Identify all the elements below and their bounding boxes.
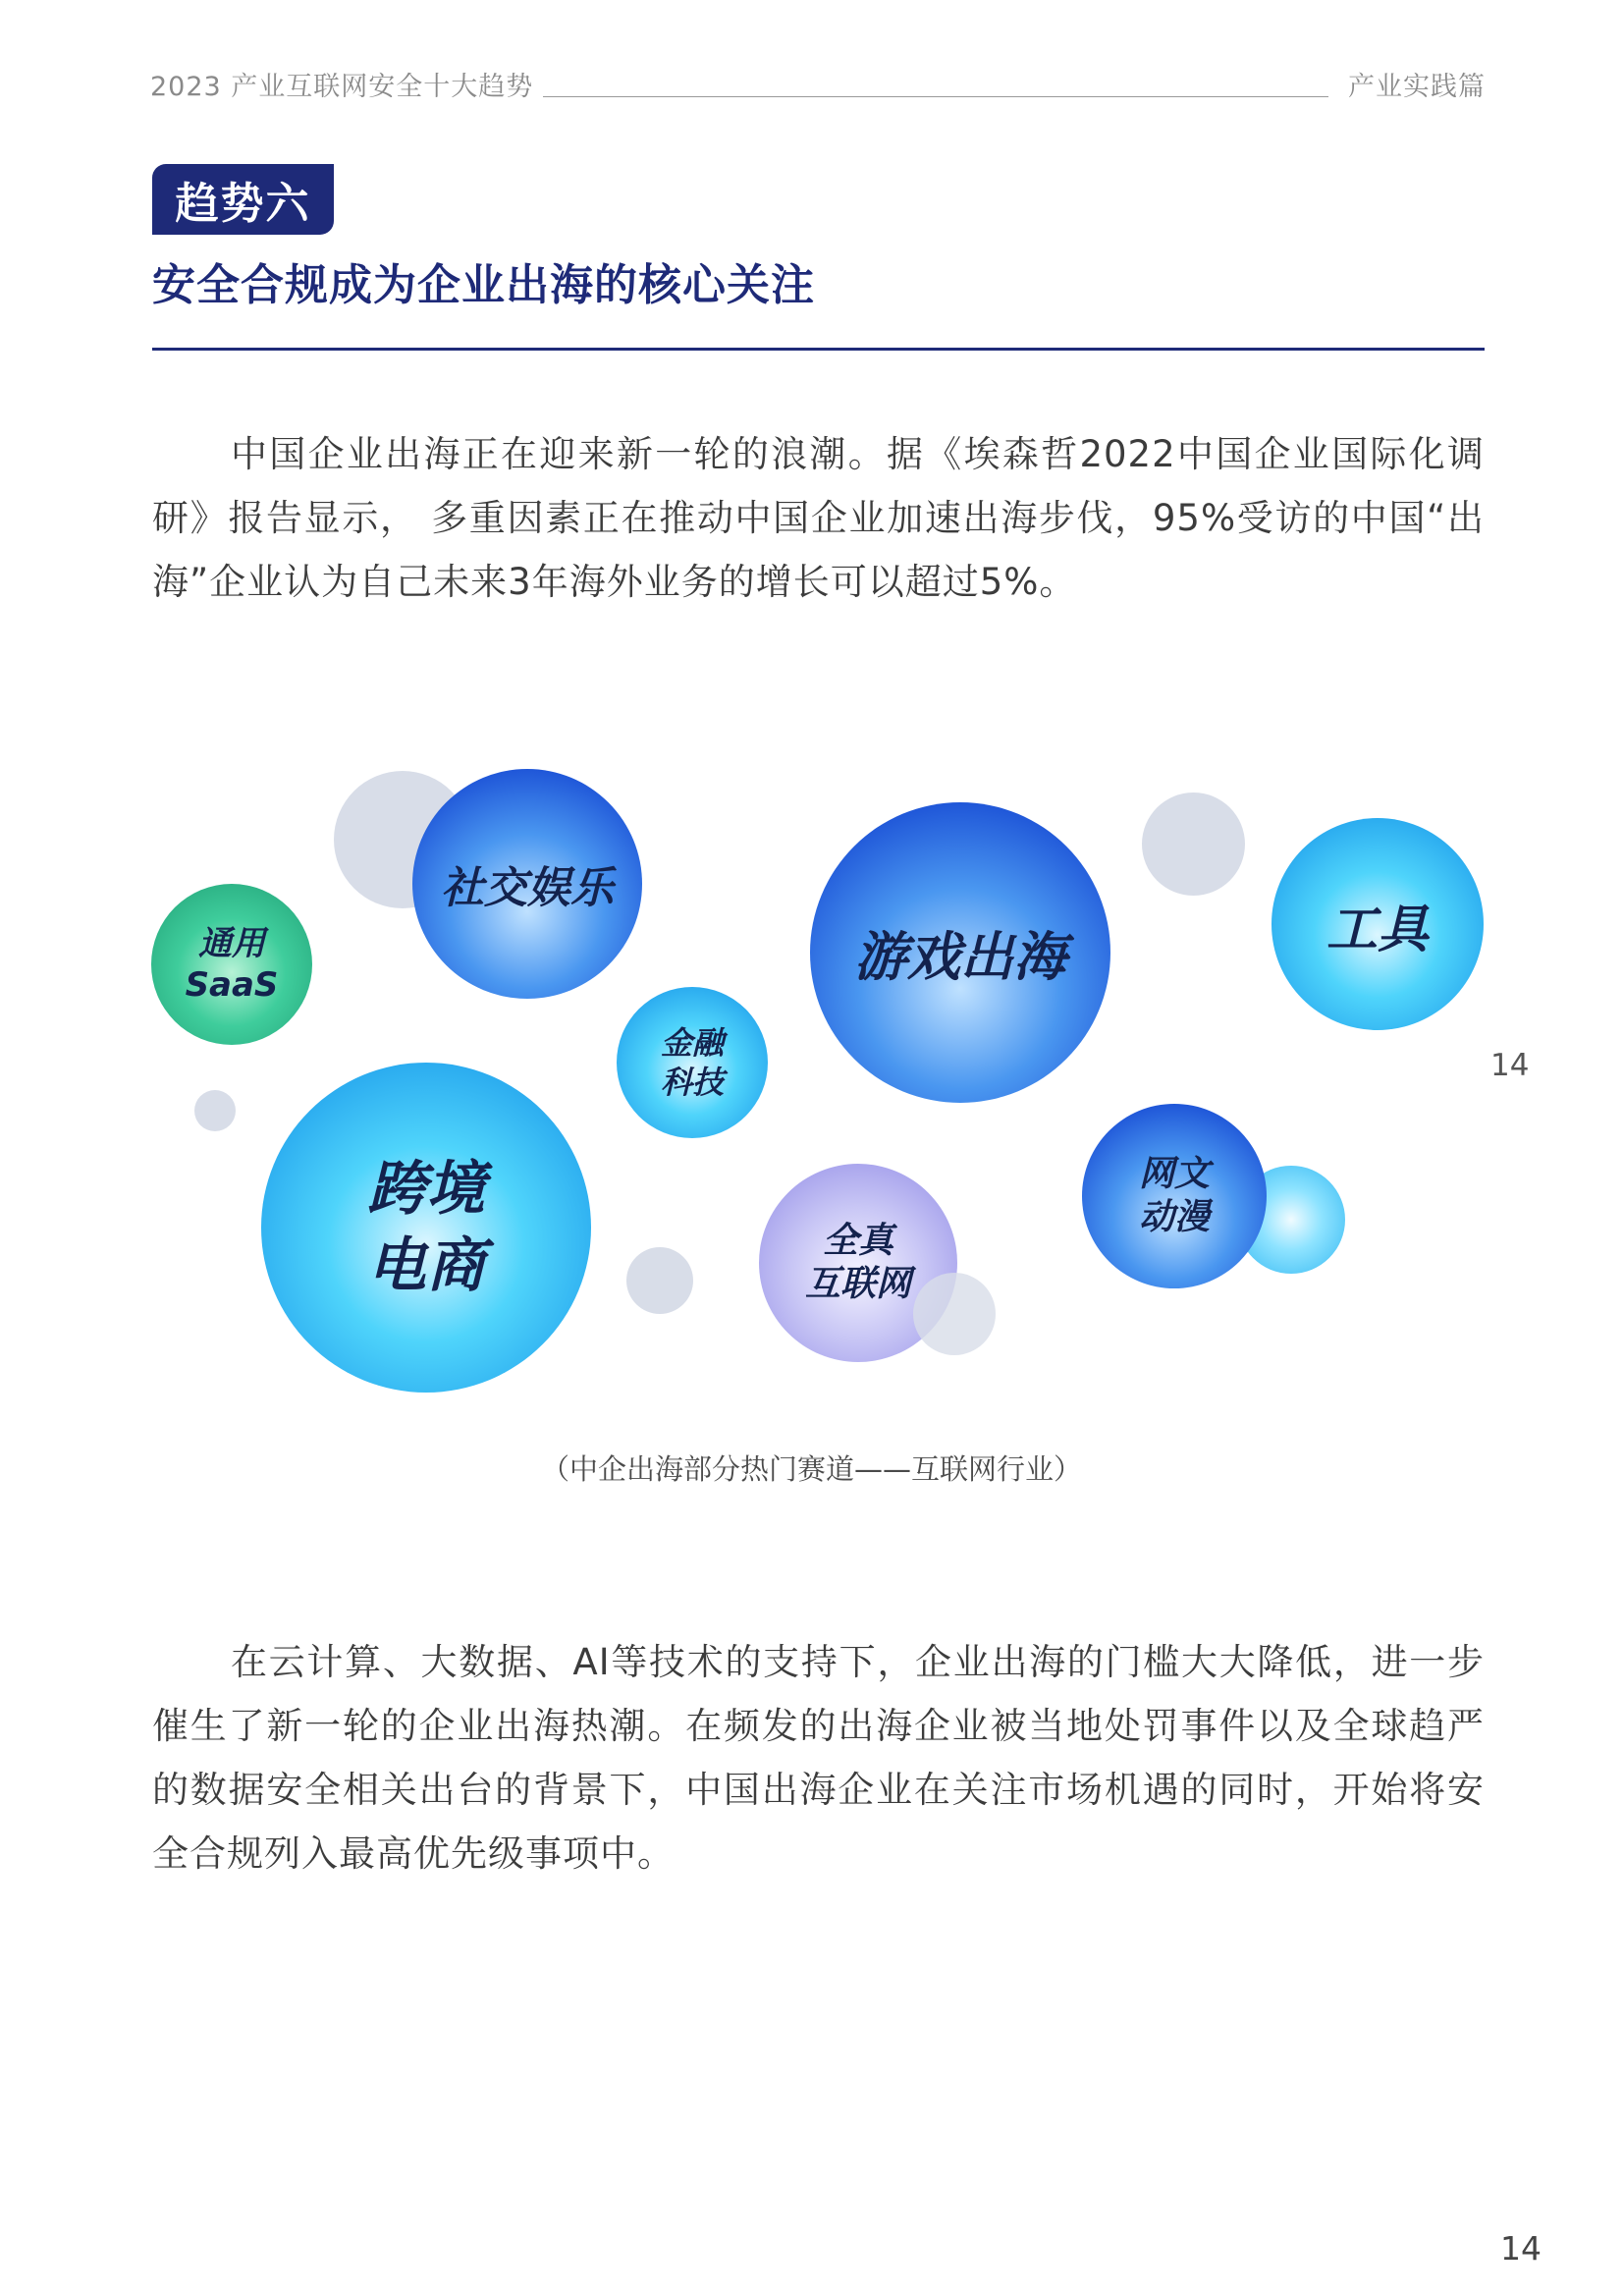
decorative-bubble bbox=[626, 1247, 693, 1314]
section-title: 安全合规成为企业出海的核心关注 bbox=[152, 260, 815, 310]
bubble-full-real-internet: 全真 互联网 bbox=[759, 1164, 957, 1362]
trend-badge: 趋势六 bbox=[152, 164, 334, 235]
header-document-title: 2023 产业互联网安全十大趋势 bbox=[150, 72, 534, 102]
bubble-social-entertainment: 社交娱乐 bbox=[412, 769, 642, 999]
bubble-fintech: 金融 科技 bbox=[617, 987, 768, 1138]
decorative-bubble bbox=[913, 1273, 996, 1355]
intro-paragraph: 中国企业出海正在迎来新一轮的浪潮。据《埃森哲2022中国企业国际化调研》报告显示， 多重因素正在推动中国企业加速出海步伐，95%受访的中国“出海”企业认为自己未来3年海外业务的增长可以超过5%。 bbox=[152, 433, 1485, 603]
bubble-gaming: 游戏出海 bbox=[810, 802, 1110, 1103]
page-number: 14 bbox=[1500, 2229, 1542, 2268]
bubble-cross-border-ecommerce: 跨境 电商 bbox=[261, 1063, 591, 1393]
bubble-general-saas: 通用 SaaS bbox=[151, 884, 312, 1045]
title-divider bbox=[152, 348, 1485, 351]
side-page-number: 14 bbox=[1490, 1048, 1530, 1083]
header-section-name: 产业实践篇 bbox=[1348, 72, 1486, 102]
body-paragraph: 在云计算、大数据、AI等技术的支持下，企业出海的门槛大大降低，进一步催生了新一轮的企业出海热潮。在频发的出海企业被当地处罚事件以及全球趋严的数据安全相关出台的背景下，中国出海企业在关注市场机遇的同时，开始将安全合规列入最高优先级事项中。 bbox=[152, 1641, 1485, 1875]
bubble-web-novel-animation: 网文 动漫 bbox=[1082, 1104, 1267, 1288]
decorative-bubble bbox=[1142, 793, 1245, 896]
bubble-tools: 工具 bbox=[1271, 818, 1484, 1030]
figure-caption: （中企出海部分热门赛道——互联网行业） bbox=[540, 1452, 1082, 1486]
header-divider bbox=[543, 96, 1328, 97]
decorative-bubble bbox=[194, 1090, 236, 1131]
